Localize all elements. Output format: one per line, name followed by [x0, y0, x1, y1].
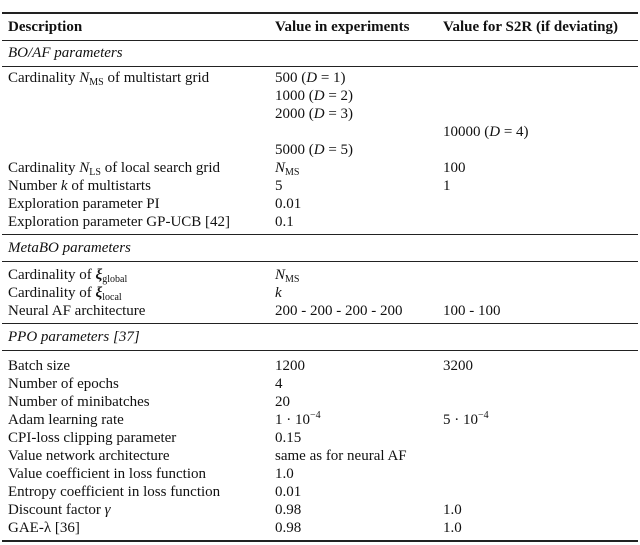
cell-text-segment: Exploration parameter PI [8, 196, 160, 212]
s2r-value-cell [443, 519, 462, 537]
cell-text-segment: CPI-loss clipping parameter [8, 430, 177, 446]
cell-text-segment: 0.01 [275, 484, 302, 500]
table-row [0, 141, 640, 159]
table-row [0, 284, 640, 302]
cell-text-segment: MetaBO parameters [8, 240, 131, 256]
experiment-value-cell [275, 195, 301, 213]
table-row [0, 411, 640, 429]
section-title-text [8, 235, 131, 261]
cell-text-segment: N [79, 160, 90, 176]
cell-text-segment: = 2) [324, 88, 354, 104]
cell-text-segment: Value network architecture [8, 448, 170, 464]
description-cell [8, 302, 145, 320]
cell-text-segment: 1.0 [275, 466, 294, 482]
table-row [0, 177, 640, 195]
cell-text-segment: Value in experiments [275, 19, 410, 35]
table-row [0, 447, 640, 465]
cell-text-segment: 0.1 [275, 214, 294, 230]
experiment-value-cell [275, 159, 299, 177]
cell-text-segment: Number of minibatches [8, 394, 150, 410]
section-title [0, 41, 640, 66]
cell-text-segment: Entropy coefficient in loss function [8, 484, 221, 500]
experiment-value-cell [275, 14, 409, 40]
description-cell [8, 447, 170, 465]
experiment-value-cell [275, 429, 301, 447]
cell-text-segment: k [60, 178, 68, 194]
cell-text-segment: PPO parameters [8, 329, 110, 345]
cell-text-segment: 0.98 [275, 520, 302, 536]
s2r-value-cell [443, 501, 462, 519]
cell-text-segment: 100 [443, 160, 466, 176]
table-row [0, 87, 640, 105]
table-row [0, 465, 640, 483]
cell-text-segment: −4 [478, 410, 489, 421]
cell-text-segment: Cardinality of [8, 267, 96, 283]
cell-text-segment: = 1) [317, 70, 346, 86]
cell-text-segment: D [489, 124, 501, 140]
table-row [0, 105, 640, 123]
cell-text-segment: Number [8, 178, 61, 194]
experiment-value-cell [275, 411, 321, 429]
description-cell [8, 501, 111, 519]
description-cell [8, 357, 70, 375]
cell-text-segment: of multistarts [67, 178, 151, 194]
description-cell [8, 519, 80, 537]
cell-text-segment: D [313, 106, 325, 122]
experiment-value-cell [275, 105, 353, 123]
description-cell [8, 69, 209, 87]
cell-text-segment: same as for neural AF [275, 448, 407, 464]
description-cell [8, 393, 150, 411]
cell-text-segment: 1 · 10 [275, 412, 310, 428]
description-cell [8, 429, 176, 447]
s2r-value-cell [443, 302, 501, 320]
cell-text-segment: 5 [275, 178, 283, 194]
table-row [0, 375, 640, 393]
table-row [0, 519, 640, 537]
cell-text-segment: D [306, 70, 318, 86]
cell-text-segment: 5000 ( [275, 142, 314, 158]
table-row [0, 159, 640, 177]
experiment-value-cell [275, 302, 403, 320]
cell-text-segment: Value for S2R [443, 19, 533, 35]
cell-text-segment: 10000 ( [443, 124, 490, 140]
cell-text-segment: 1.0 [443, 520, 462, 536]
table-row [0, 429, 640, 447]
cell-text-segment: 1.0 [443, 502, 462, 518]
table-row [0, 302, 640, 320]
table-row [0, 266, 640, 284]
cell-text-segment: D [313, 142, 325, 158]
cell-text-segment: Cardinality [8, 160, 80, 176]
cell-text-segment: global [102, 274, 128, 285]
cell-text-segment: Number of epochs [8, 376, 119, 392]
cell-text-segment: MS [89, 77, 104, 88]
table-row [0, 393, 640, 411]
description-cell [8, 14, 82, 40]
section-title-text [8, 41, 123, 66]
description-cell [8, 483, 220, 501]
section-title-text [8, 324, 140, 350]
table-row [0, 69, 640, 87]
cell-text-segment: 100 - 100 [443, 303, 501, 319]
cell-text-segment: 0.98 [275, 502, 302, 518]
s2r-value-cell [443, 123, 529, 141]
cell-text-segment: Cardinality [8, 70, 80, 86]
cell-text-segment: 3200 [443, 358, 473, 374]
cell-text-segment: BO/AF parameters [8, 45, 123, 61]
cell-text-segment: [37] [109, 329, 140, 345]
s2r-value-cell [443, 14, 618, 40]
cell-text-segment: 0.15 [275, 430, 302, 446]
experiment-value-cell [275, 141, 353, 159]
cell-text-segment: 200 - 200 - 200 - 200 [275, 303, 403, 319]
s2r-value-cell [443, 357, 473, 375]
cell-text-segment: (if deviating) [532, 19, 619, 35]
description-cell [8, 266, 127, 284]
cell-text-segment: = 4) [500, 124, 529, 140]
table-row [0, 501, 640, 519]
description-cell [8, 375, 119, 393]
description-cell [8, 284, 122, 302]
cell-text-segment: 1 [443, 178, 451, 194]
cell-text-segment: Batch size [8, 358, 71, 374]
cell-text-segment: 5 · 10 [443, 412, 478, 428]
description-cell [8, 159, 220, 177]
s2r-value-cell [443, 159, 466, 177]
spacer [0, 0, 640, 12]
cell-text-segment: 2000 ( [275, 106, 314, 122]
cell-text-segment: of multistart grid [103, 70, 210, 86]
cell-text-segment: 0.01 [275, 196, 302, 212]
cell-text-segment: local [102, 292, 122, 303]
table-row [0, 213, 640, 231]
cell-text-segment: −4 [310, 410, 321, 421]
cell-text-segment: = 5) [324, 142, 354, 158]
cell-text-segment: ξ [95, 285, 103, 301]
table-row [0, 483, 640, 501]
experiment-value-cell [275, 483, 301, 501]
cell-text-segment: 4 [275, 376, 283, 392]
experiment-value-cell [275, 87, 353, 105]
experiment-value-cell [275, 266, 299, 284]
table-row [0, 357, 640, 375]
table-rule [2, 540, 638, 542]
description-cell [8, 465, 206, 483]
experiment-value-cell [275, 213, 294, 231]
cell-text-segment: 500 ( [275, 70, 307, 86]
experiment-value-cell [275, 375, 283, 393]
cell-text-segment: Exploration parameter GP-UCB [42] [8, 214, 231, 230]
description-cell [8, 213, 230, 231]
experiment-value-cell [275, 465, 294, 483]
cell-text-segment: of local search grid [100, 160, 221, 176]
cell-text-segment: Value coefficient in loss function [8, 466, 207, 482]
description-cell [8, 195, 160, 213]
cell-text-segment: Discount factor [8, 502, 105, 518]
experiment-value-cell [275, 69, 346, 87]
cell-text-segment: D [313, 88, 325, 104]
experiment-value-cell [275, 501, 301, 519]
experiment-value-cell [275, 519, 301, 537]
cell-text-segment: N [275, 160, 286, 176]
cell-text-segment: Cardinality of [8, 285, 96, 301]
cell-text-segment: Neural AF architecture [8, 303, 146, 319]
table-row [0, 123, 640, 141]
table-header [0, 14, 640, 40]
s2r-value-cell [443, 411, 489, 429]
section-title [0, 324, 640, 350]
cell-text-segment: MS [285, 274, 300, 285]
experiment-value-cell [275, 177, 283, 195]
experiment-value-cell [275, 393, 290, 411]
cell-text-segment: N [79, 70, 90, 86]
experiment-value-cell [275, 447, 407, 465]
cell-text-segment: N [275, 267, 286, 283]
cell-text-segment: GAE-λ [36] [8, 520, 80, 536]
cell-text-segment: = 3) [324, 106, 354, 122]
cell-text-segment: 1000 ( [275, 88, 314, 104]
cell-text-segment: γ [104, 502, 111, 518]
experiment-value-cell [275, 284, 282, 302]
cell-text-segment: 1200 [275, 358, 305, 374]
cell-text-segment: LS [89, 167, 101, 178]
cell-text-segment: ξ [95, 267, 103, 283]
cell-text-segment: Adam learning rate [8, 412, 124, 428]
description-cell [8, 411, 124, 429]
table-row [0, 195, 640, 213]
description-cell [8, 177, 151, 195]
s2r-value-cell [443, 177, 451, 195]
cell-text-segment: Description [8, 19, 83, 35]
cell-text-segment: 20 [275, 394, 290, 410]
section-title [0, 235, 640, 261]
cell-text-segment: k [275, 285, 282, 301]
cell-text-segment: MS [285, 167, 300, 178]
experiment-value-cell [275, 357, 305, 375]
